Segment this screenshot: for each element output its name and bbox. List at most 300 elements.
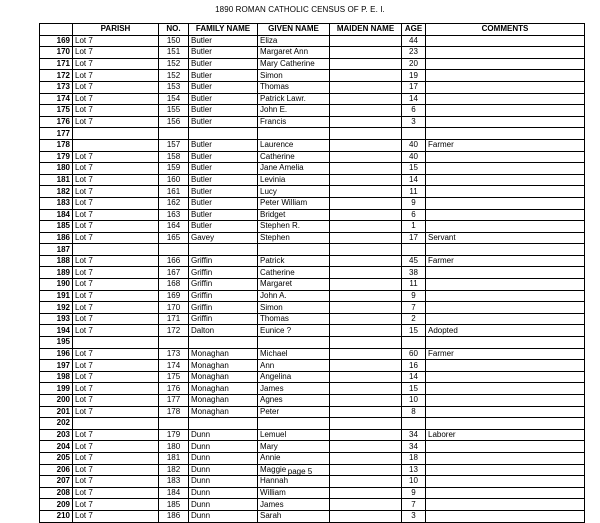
family-name-cell: Butler [189, 116, 258, 128]
table-row [40, 255, 585, 267]
age-cell: 38 [402, 267, 426, 279]
number-cell: 155 [159, 105, 189, 117]
given-name-cell: Simon [258, 70, 330, 82]
given-name-cell: Margaret Ann [258, 47, 330, 59]
age-cell: 14 [402, 174, 426, 186]
parish-cell: Lot 7 [73, 290, 159, 302]
seq-cell: 172 [40, 70, 73, 82]
table-row [40, 383, 585, 395]
table-row [40, 116, 585, 128]
number-cell: 167 [159, 267, 189, 279]
parish-cell: Lot 7 [73, 348, 159, 360]
family-name-cell: Griffin [189, 302, 258, 314]
maiden-name-cell [330, 267, 402, 279]
age-cell: 9 [402, 290, 426, 302]
family-name-cell: Butler [189, 47, 258, 59]
table-row [40, 395, 585, 407]
comments-cell [426, 209, 585, 221]
parish-cell: Lot 7 [73, 429, 159, 441]
given-name-cell: Stephen R. [258, 221, 330, 233]
table-row [40, 418, 585, 430]
comments-cell [426, 93, 585, 105]
header-seq [40, 24, 73, 36]
age-cell: 6 [402, 209, 426, 221]
parish-cell: Lot 7 [73, 267, 159, 279]
table-row [40, 499, 585, 511]
number-cell: 181 [159, 452, 189, 464]
seq-cell: 200 [40, 395, 73, 407]
comments-cell [426, 221, 585, 233]
given-name-cell: Jane Amelia [258, 163, 330, 175]
given-name-cell [258, 337, 330, 349]
family-name-cell: Monaghan [189, 383, 258, 395]
given-name-cell [258, 244, 330, 256]
age-cell: 34 [402, 441, 426, 453]
given-name-cell: Patrick Lawr. [258, 93, 330, 105]
given-name-cell: Hannah [258, 476, 330, 488]
comments-cell: Servant [426, 232, 585, 244]
parish-cell: Lot 7 [73, 151, 159, 163]
seq-cell: 173 [40, 81, 73, 93]
parish-cell: Lot 7 [73, 221, 159, 233]
maiden-name-cell [330, 105, 402, 117]
age-cell: 14 [402, 371, 426, 383]
maiden-name-cell [330, 209, 402, 221]
parish-cell: Lot 7 [73, 371, 159, 383]
comments-cell [426, 383, 585, 395]
seq-cell: 210 [40, 510, 73, 522]
seq-cell: 199 [40, 383, 73, 395]
parish-cell: Lot 7 [73, 209, 159, 221]
given-name-cell: Eunice ? [258, 325, 330, 337]
seq-cell: 191 [40, 290, 73, 302]
number-cell: 153 [159, 81, 189, 93]
comments-cell [426, 441, 585, 453]
given-name-cell: Ann [258, 360, 330, 372]
seq-cell: 179 [40, 151, 73, 163]
seq-cell: 188 [40, 255, 73, 267]
age-cell: 17 [402, 81, 426, 93]
age-cell: 3 [402, 116, 426, 128]
age-cell: 7 [402, 499, 426, 511]
table-row [40, 510, 585, 522]
family-name-cell: Monaghan [189, 406, 258, 418]
number-cell: 184 [159, 487, 189, 499]
number-cell: 157 [159, 139, 189, 151]
family-name-cell: Butler [189, 151, 258, 163]
given-name-cell: Sarah [258, 510, 330, 522]
given-name-cell: Angelina [258, 371, 330, 383]
seq-cell: 171 [40, 58, 73, 70]
age-cell: 34 [402, 429, 426, 441]
number-cell: 156 [159, 116, 189, 128]
parish-cell: Lot 7 [73, 70, 159, 82]
table-row [40, 139, 585, 151]
comments-cell [426, 128, 585, 140]
age-cell: 14 [402, 93, 426, 105]
seq-cell: 197 [40, 360, 73, 372]
given-name-cell [258, 418, 330, 430]
age-cell: 9 [402, 197, 426, 209]
maiden-name-cell [330, 221, 402, 233]
family-name-cell [189, 337, 258, 349]
family-name-cell: Dunn [189, 441, 258, 453]
family-name-cell [189, 244, 258, 256]
document-title: 1890 ROMAN CATHOLIC CENSUS OF P. E. I. [215, 5, 385, 14]
age-cell: 11 [402, 186, 426, 198]
table-row [40, 232, 585, 244]
age-cell: 10 [402, 395, 426, 407]
comments-cell [426, 418, 585, 430]
parish-cell: Lot 7 [73, 174, 159, 186]
table-row [40, 186, 585, 198]
age-cell: 15 [402, 383, 426, 395]
parish-cell: Lot 7 [73, 81, 159, 93]
comments-cell [426, 35, 585, 47]
comments-cell [426, 279, 585, 291]
seq-cell: 194 [40, 325, 73, 337]
parish-cell: Lot 7 [73, 487, 159, 499]
age-cell: 40 [402, 139, 426, 151]
parish-cell: Lot 7 [73, 163, 159, 175]
maiden-name-cell [330, 313, 402, 325]
comments-cell [426, 510, 585, 522]
family-name-cell: Monaghan [189, 395, 258, 407]
maiden-name-cell [330, 255, 402, 267]
comments-cell [426, 452, 585, 464]
comments-cell [426, 267, 585, 279]
family-name-cell: Butler [189, 186, 258, 198]
family-name-cell: Dunn [189, 487, 258, 499]
census-table [39, 23, 585, 523]
number-cell: 185 [159, 499, 189, 511]
given-name-cell: Catherine [258, 267, 330, 279]
seq-cell: 178 [40, 139, 73, 151]
age-cell: 15 [402, 163, 426, 175]
number-cell: 186 [159, 510, 189, 522]
comments-cell [426, 313, 585, 325]
parish-cell [73, 139, 159, 151]
seq-cell: 208 [40, 487, 73, 499]
family-name-cell: Butler [189, 105, 258, 117]
number-cell: 169 [159, 290, 189, 302]
table-row [40, 313, 585, 325]
maiden-name-cell [330, 510, 402, 522]
parish-cell: Lot 7 [73, 58, 159, 70]
table-row [40, 406, 585, 418]
header-no: NO. [159, 24, 189, 36]
maiden-name-cell [330, 58, 402, 70]
family-name-cell: Butler [189, 221, 258, 233]
parish-cell: Lot 7 [73, 452, 159, 464]
seq-cell: 185 [40, 221, 73, 233]
maiden-name-cell [330, 395, 402, 407]
seq-cell: 206 [40, 464, 73, 476]
seq-cell: 204 [40, 441, 73, 453]
age-cell: 45 [402, 255, 426, 267]
given-name-cell: Catherine [258, 151, 330, 163]
family-name-cell: Butler [189, 209, 258, 221]
number-cell: 180 [159, 441, 189, 453]
parish-cell: Lot 7 [73, 313, 159, 325]
given-name-cell: Eliza [258, 35, 330, 47]
given-name-cell: Peter [258, 406, 330, 418]
table-row [40, 105, 585, 117]
maiden-name-cell [330, 499, 402, 511]
age-cell [402, 128, 426, 140]
number-cell: 162 [159, 197, 189, 209]
age-cell: 10 [402, 476, 426, 488]
number-cell: 173 [159, 348, 189, 360]
maiden-name-cell [330, 116, 402, 128]
maiden-name-cell [330, 70, 402, 82]
comments-cell [426, 116, 585, 128]
maiden-name-cell [330, 197, 402, 209]
header-age: AGE [402, 24, 426, 36]
given-name-cell: William [258, 487, 330, 499]
given-name-cell: John A. [258, 290, 330, 302]
age-cell: 18 [402, 452, 426, 464]
number-cell: 178 [159, 406, 189, 418]
comments-cell [426, 151, 585, 163]
age-cell [402, 337, 426, 349]
seq-cell: 203 [40, 429, 73, 441]
seq-cell: 198 [40, 371, 73, 383]
table-row [40, 325, 585, 337]
maiden-name-cell [330, 290, 402, 302]
given-name-cell: Mary [258, 441, 330, 453]
maiden-name-cell [330, 151, 402, 163]
parish-cell: Lot 7 [73, 499, 159, 511]
header-family-name: FAMILY NAME [189, 24, 258, 36]
number-cell: 182 [159, 464, 189, 476]
parish-cell: Lot 7 [73, 279, 159, 291]
maiden-name-cell [330, 487, 402, 499]
seq-cell: 182 [40, 186, 73, 198]
number-cell [159, 337, 189, 349]
parish-cell: Lot 7 [73, 325, 159, 337]
seq-cell: 184 [40, 209, 73, 221]
table-row [40, 58, 585, 70]
seq-cell: 189 [40, 267, 73, 279]
maiden-name-cell [330, 128, 402, 140]
maiden-name-cell [330, 93, 402, 105]
seq-cell: 181 [40, 174, 73, 186]
table-row [40, 476, 585, 488]
header-row [40, 24, 585, 36]
given-name-cell: Peter William [258, 197, 330, 209]
comments-cell: Farmer [426, 255, 585, 267]
header-given-name: GIVEN NAME [258, 24, 330, 36]
family-name-cell: Griffin [189, 290, 258, 302]
maiden-name-cell [330, 337, 402, 349]
family-name-cell [189, 128, 258, 140]
table-row [40, 429, 585, 441]
family-name-cell: Dunn [189, 452, 258, 464]
parish-cell: Lot 7 [73, 255, 159, 267]
given-name-cell: Levinia [258, 174, 330, 186]
parish-cell: Lot 7 [73, 510, 159, 522]
table-row [40, 221, 585, 233]
table-row [40, 279, 585, 291]
parish-cell: Lot 7 [73, 186, 159, 198]
number-cell: 170 [159, 302, 189, 314]
age-cell: 11 [402, 279, 426, 291]
seq-cell: 205 [40, 452, 73, 464]
parish-cell: Lot 7 [73, 464, 159, 476]
table-row [40, 81, 585, 93]
family-name-cell: Butler [189, 58, 258, 70]
age-cell [402, 418, 426, 430]
given-name-cell: Mary Catherine [258, 58, 330, 70]
seq-cell: 195 [40, 337, 73, 349]
age-cell: 19 [402, 70, 426, 82]
maiden-name-cell [330, 441, 402, 453]
family-name-cell: Dunn [189, 499, 258, 511]
number-cell: 152 [159, 58, 189, 70]
table-row [40, 337, 585, 349]
table-row [40, 93, 585, 105]
maiden-name-cell [330, 139, 402, 151]
given-name-cell: Agnes [258, 395, 330, 407]
number-cell: 160 [159, 174, 189, 186]
table-row [40, 197, 585, 209]
seq-cell: 190 [40, 279, 73, 291]
age-cell: 40 [402, 151, 426, 163]
comments-cell [426, 197, 585, 209]
number-cell: 168 [159, 279, 189, 291]
number-cell: 152 [159, 70, 189, 82]
table-row [40, 163, 585, 175]
maiden-name-cell [330, 35, 402, 47]
number-cell: 179 [159, 429, 189, 441]
parish-cell [73, 128, 159, 140]
parish-cell: Lot 7 [73, 406, 159, 418]
given-name-cell: Bridget [258, 209, 330, 221]
age-cell: 8 [402, 406, 426, 418]
given-name-cell: Francis [258, 116, 330, 128]
table-row [40, 35, 585, 47]
maiden-name-cell [330, 476, 402, 488]
given-name-cell: Thomas [258, 81, 330, 93]
comments-cell [426, 244, 585, 256]
parish-cell: Lot 7 [73, 47, 159, 59]
comments-cell [426, 476, 585, 488]
seq-cell: 183 [40, 197, 73, 209]
table-row [40, 151, 585, 163]
age-cell: 17 [402, 232, 426, 244]
age-cell: 23 [402, 47, 426, 59]
seq-cell: 175 [40, 105, 73, 117]
maiden-name-cell [330, 81, 402, 93]
table-row [40, 290, 585, 302]
age-cell: 44 [402, 35, 426, 47]
comments-cell: Farmer [426, 348, 585, 360]
number-cell: 174 [159, 360, 189, 372]
comments-cell [426, 70, 585, 82]
number-cell: 166 [159, 255, 189, 267]
seq-cell: 207 [40, 476, 73, 488]
seq-cell: 192 [40, 302, 73, 314]
family-name-cell: Dunn [189, 429, 258, 441]
family-name-cell: Butler [189, 93, 258, 105]
seq-cell: 209 [40, 499, 73, 511]
seq-cell: 180 [40, 163, 73, 175]
comments-cell [426, 337, 585, 349]
header-maiden-name: MAIDEN NAME [330, 24, 402, 36]
number-cell: 154 [159, 93, 189, 105]
comments-cell [426, 174, 585, 186]
number-cell: 177 [159, 395, 189, 407]
table-row [40, 360, 585, 372]
comments-cell [426, 105, 585, 117]
age-cell: 9 [402, 487, 426, 499]
age-cell: 60 [402, 348, 426, 360]
age-cell: 6 [402, 105, 426, 117]
family-name-cell: Butler [189, 197, 258, 209]
table-row [40, 70, 585, 82]
number-cell [159, 418, 189, 430]
seq-cell: 186 [40, 232, 73, 244]
number-cell: 183 [159, 476, 189, 488]
family-name-cell: Butler [189, 70, 258, 82]
parish-cell: Lot 7 [73, 441, 159, 453]
comments-cell [426, 499, 585, 511]
seq-cell: 201 [40, 406, 73, 418]
comments-cell [426, 302, 585, 314]
family-name-cell: Gavey [189, 232, 258, 244]
number-cell: 159 [159, 163, 189, 175]
table-row [40, 267, 585, 279]
parish-cell: Lot 7 [73, 383, 159, 395]
family-name-cell: Butler [189, 35, 258, 47]
maiden-name-cell [330, 383, 402, 395]
comments-cell [426, 81, 585, 93]
number-cell: 158 [159, 151, 189, 163]
age-cell: 16 [402, 360, 426, 372]
family-name-cell: Butler [189, 81, 258, 93]
maiden-name-cell [330, 406, 402, 418]
parish-cell: Lot 7 [73, 395, 159, 407]
age-cell: 1 [402, 221, 426, 233]
family-name-cell: Griffin [189, 313, 258, 325]
table-row [40, 47, 585, 59]
maiden-name-cell [330, 174, 402, 186]
comments-cell [426, 186, 585, 198]
given-name-cell: Margaret [258, 279, 330, 291]
maiden-name-cell [330, 232, 402, 244]
maiden-name-cell [330, 348, 402, 360]
family-name-cell: Butler [189, 174, 258, 186]
parish-cell: Lot 7 [73, 360, 159, 372]
number-cell: 175 [159, 371, 189, 383]
seq-cell: 202 [40, 418, 73, 430]
table-row [40, 441, 585, 453]
number-cell: 171 [159, 313, 189, 325]
comments-cell: Farmer [426, 139, 585, 151]
parish-cell [73, 418, 159, 430]
seq-cell: 169 [40, 35, 73, 47]
table-row [40, 371, 585, 383]
given-name-cell: James [258, 383, 330, 395]
parish-cell: Lot 7 [73, 302, 159, 314]
comments-cell: Laborer [426, 429, 585, 441]
comments-cell [426, 58, 585, 70]
given-name-cell: John E. [258, 105, 330, 117]
parish-cell: Lot 7 [73, 232, 159, 244]
maiden-name-cell [330, 302, 402, 314]
age-cell: 3 [402, 510, 426, 522]
